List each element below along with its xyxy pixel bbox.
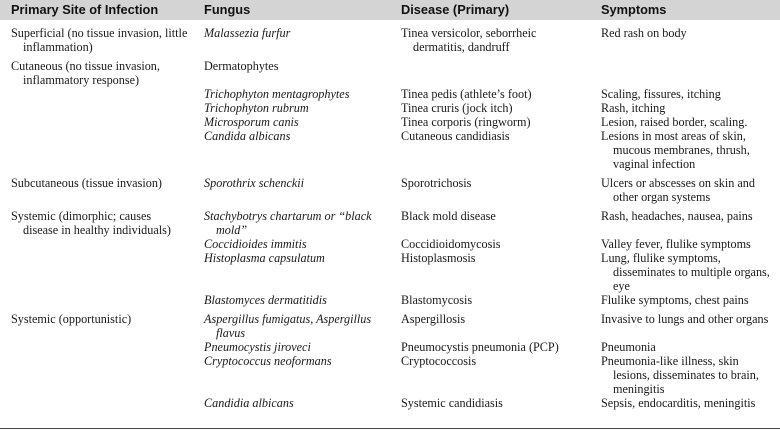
symptoms-cell: [590, 396, 780, 413]
site-cell: [0, 87, 193, 101]
disease-text: Tinea pedis (athlete’s foot): [401, 87, 532, 101]
site-cell: [0, 293, 193, 307]
symptoms-text: Lesion, raised border, scaling.: [601, 115, 748, 129]
site-cell: [0, 204, 193, 237]
symptoms-cell: [590, 307, 780, 340]
table-body: [0, 20, 780, 413]
disease-cell: [390, 293, 590, 307]
table-row: [0, 237, 780, 251]
fungus-cell: [193, 20, 390, 54]
table-row: [0, 396, 780, 413]
fungus-text: Pneumocystis jiroveci: [204, 340, 311, 354]
site-cell: [0, 115, 193, 129]
fungus-cell: [193, 129, 390, 171]
fungus-cell: [193, 251, 390, 293]
header-disease: Disease (Primary): [390, 0, 590, 20]
symptoms-cell: [590, 20, 780, 54]
symptoms-text: Valley fever, flulike symptoms: [601, 237, 751, 251]
header-primary-site: Primary Site of Infection: [0, 0, 193, 20]
fungus-cell: [193, 54, 390, 87]
table-row: [0, 87, 780, 101]
fungus-cell: [193, 354, 390, 396]
fungus-cell: [193, 293, 390, 307]
site-text: Cutaneous (no tissue invasion, inflammatory response): [11, 59, 160, 87]
disease-cell: [390, 115, 590, 129]
fungus-text: Trichophyton rubrum: [204, 101, 309, 115]
symptoms-cell: [590, 340, 780, 354]
disease-cell: [390, 251, 590, 293]
symptoms-cell: [590, 354, 780, 396]
fungus-text: Sporothrix schenckii: [204, 176, 305, 190]
table-row: [0, 20, 780, 54]
fungus-text: Stachybotrys chartarum or “black mold”: [204, 209, 372, 237]
disease-text: Tinea versicolor, seborrheic dermatitis, dandruff: [401, 26, 537, 54]
disease-cell: [390, 20, 590, 54]
table-row: [0, 293, 780, 307]
site-cell: [0, 251, 193, 293]
table-row: [0, 54, 780, 87]
symptoms-text: Rash, itching: [601, 101, 666, 115]
symptoms-cell: [590, 237, 780, 251]
site-text: Superficial (no tissue invasion, little inflammation): [11, 26, 188, 54]
symptoms-text: Invasive to lungs and other organs: [601, 312, 769, 326]
symptoms-cell: [590, 293, 780, 307]
disease-text: Sporotrichosis: [401, 176, 472, 190]
symptoms-text: Rash, headaches, nausea, pains: [601, 209, 753, 223]
table-row: [0, 340, 780, 354]
fungus-cell: [193, 171, 390, 204]
table-row: [0, 115, 780, 129]
fungus-cell: [193, 115, 390, 129]
fungus-cell: [193, 340, 390, 354]
symptoms-cell: [590, 251, 780, 293]
disease-text: Black mold disease: [401, 209, 496, 223]
symptoms-text: Flulike symptoms, chest pains: [601, 293, 749, 307]
symptoms-text: Ulcers or abscesses on skin and other organ systems: [601, 176, 755, 204]
fungus-cell: [193, 307, 390, 340]
disease-text: Aspergillosis: [401, 312, 466, 326]
table-row: [0, 307, 780, 340]
symptoms-cell: [590, 115, 780, 129]
site-cell: [0, 20, 193, 54]
fungus-text: Histoplasma capsulatum: [204, 251, 325, 265]
fungus-text: Blastomyces dermatitidis: [204, 293, 327, 307]
header-symptoms: Symptoms: [590, 0, 780, 20]
symptoms-text: Scaling, fissures, itching: [601, 87, 721, 101]
disease-cell: [390, 54, 590, 87]
symptoms-text: Lesions in most areas of skin, mucous membranes, thrush, vaginal infection: [601, 129, 750, 171]
disease-text: Blastomycosis: [401, 293, 473, 307]
site-cell: [0, 237, 193, 251]
table-row: [0, 251, 780, 293]
fungus-cell: [193, 101, 390, 115]
disease-cell: [390, 237, 590, 251]
site-cell: [0, 340, 193, 354]
disease-cell: [390, 307, 590, 340]
disease-cell: [390, 354, 590, 396]
disease-cell: [390, 340, 590, 354]
header-fungus: Fungus: [193, 0, 390, 20]
disease-text: Coccidioidomycosis: [401, 237, 501, 251]
table-row: [0, 129, 780, 171]
disease-cell: [390, 129, 590, 171]
fungus-text: Candidia albicans: [204, 396, 294, 410]
table-bottom-rule: [0, 428, 780, 429]
fungus-cell: [193, 204, 390, 237]
fungus-text: Cryptococcus neoformans: [204, 354, 332, 368]
site-cell: [0, 171, 193, 204]
table-row: [0, 171, 780, 204]
fungus-text: Microsporum canis: [204, 115, 299, 129]
disease-cell: [390, 101, 590, 115]
symptoms-cell: [590, 129, 780, 171]
disease-cell: [390, 87, 590, 101]
fungus-cell: [193, 87, 390, 101]
symptoms-text: Pneumonia-like illness, skin lesions, disseminates to brain, meningitis: [601, 354, 759, 396]
fungus-text: Trichophyton mentagrophytes: [204, 87, 350, 101]
symptoms-cell: [590, 204, 780, 237]
site-cell: [0, 354, 193, 396]
symptoms-text: Sepsis, endocarditis, meningitis: [601, 396, 756, 410]
symptoms-cell: [590, 87, 780, 101]
fungus-text: Coccidioides immitis: [204, 237, 307, 251]
symptoms-text: Red rash on body: [601, 26, 687, 40]
fungus-cell: [193, 237, 390, 251]
site-text: Systemic (opportunistic): [11, 312, 132, 326]
disease-text: Histoplasmosis: [401, 251, 476, 265]
table-header: [0, 0, 780, 20]
site-cell: [0, 396, 193, 413]
site-cell: [0, 129, 193, 171]
disease-cell: [390, 204, 590, 237]
disease-text: Cryptococcosis: [401, 354, 477, 368]
disease-cell: [390, 396, 590, 413]
fungus-text: Malassezia furfur: [204, 26, 291, 40]
site-cell: [0, 101, 193, 115]
symptoms-text: Pneumonia: [601, 340, 656, 354]
disease-cell: [390, 171, 590, 204]
site-text: Systemic (dimorphic; causes disease in healthy individuals): [11, 209, 171, 237]
disease-text: Pneumocystis pneumonia (PCP): [401, 340, 559, 354]
fungus-text: Candida albicans: [204, 129, 291, 143]
site-cell: [0, 307, 193, 340]
disease-text: Systemic candidiasis: [401, 396, 503, 410]
symptoms-cell: [590, 54, 780, 87]
site-text: Subcutaneous (tissue invasion): [11, 176, 162, 190]
symptoms-cell: [590, 171, 780, 204]
symptoms-text: Lung, flulike symptoms, disseminates to multiple organs, eye: [601, 251, 770, 293]
disease-text: Tinea cruris (jock itch): [401, 101, 513, 115]
table-row: [0, 101, 780, 115]
fungus-text: Dermatophytes: [204, 59, 279, 73]
fungus-cell: [193, 396, 390, 413]
fungus-text: Aspergillus fumigatus, Aspergillus flavus: [204, 312, 372, 340]
header-row: [0, 0, 780, 20]
table-row: [0, 204, 780, 237]
disease-text: Tinea corporis (ringworm): [401, 115, 531, 129]
symptoms-cell: [590, 101, 780, 115]
disease-text: Cutaneous candidiasis: [401, 129, 510, 143]
table-row: [0, 354, 780, 396]
site-cell: [0, 54, 193, 87]
